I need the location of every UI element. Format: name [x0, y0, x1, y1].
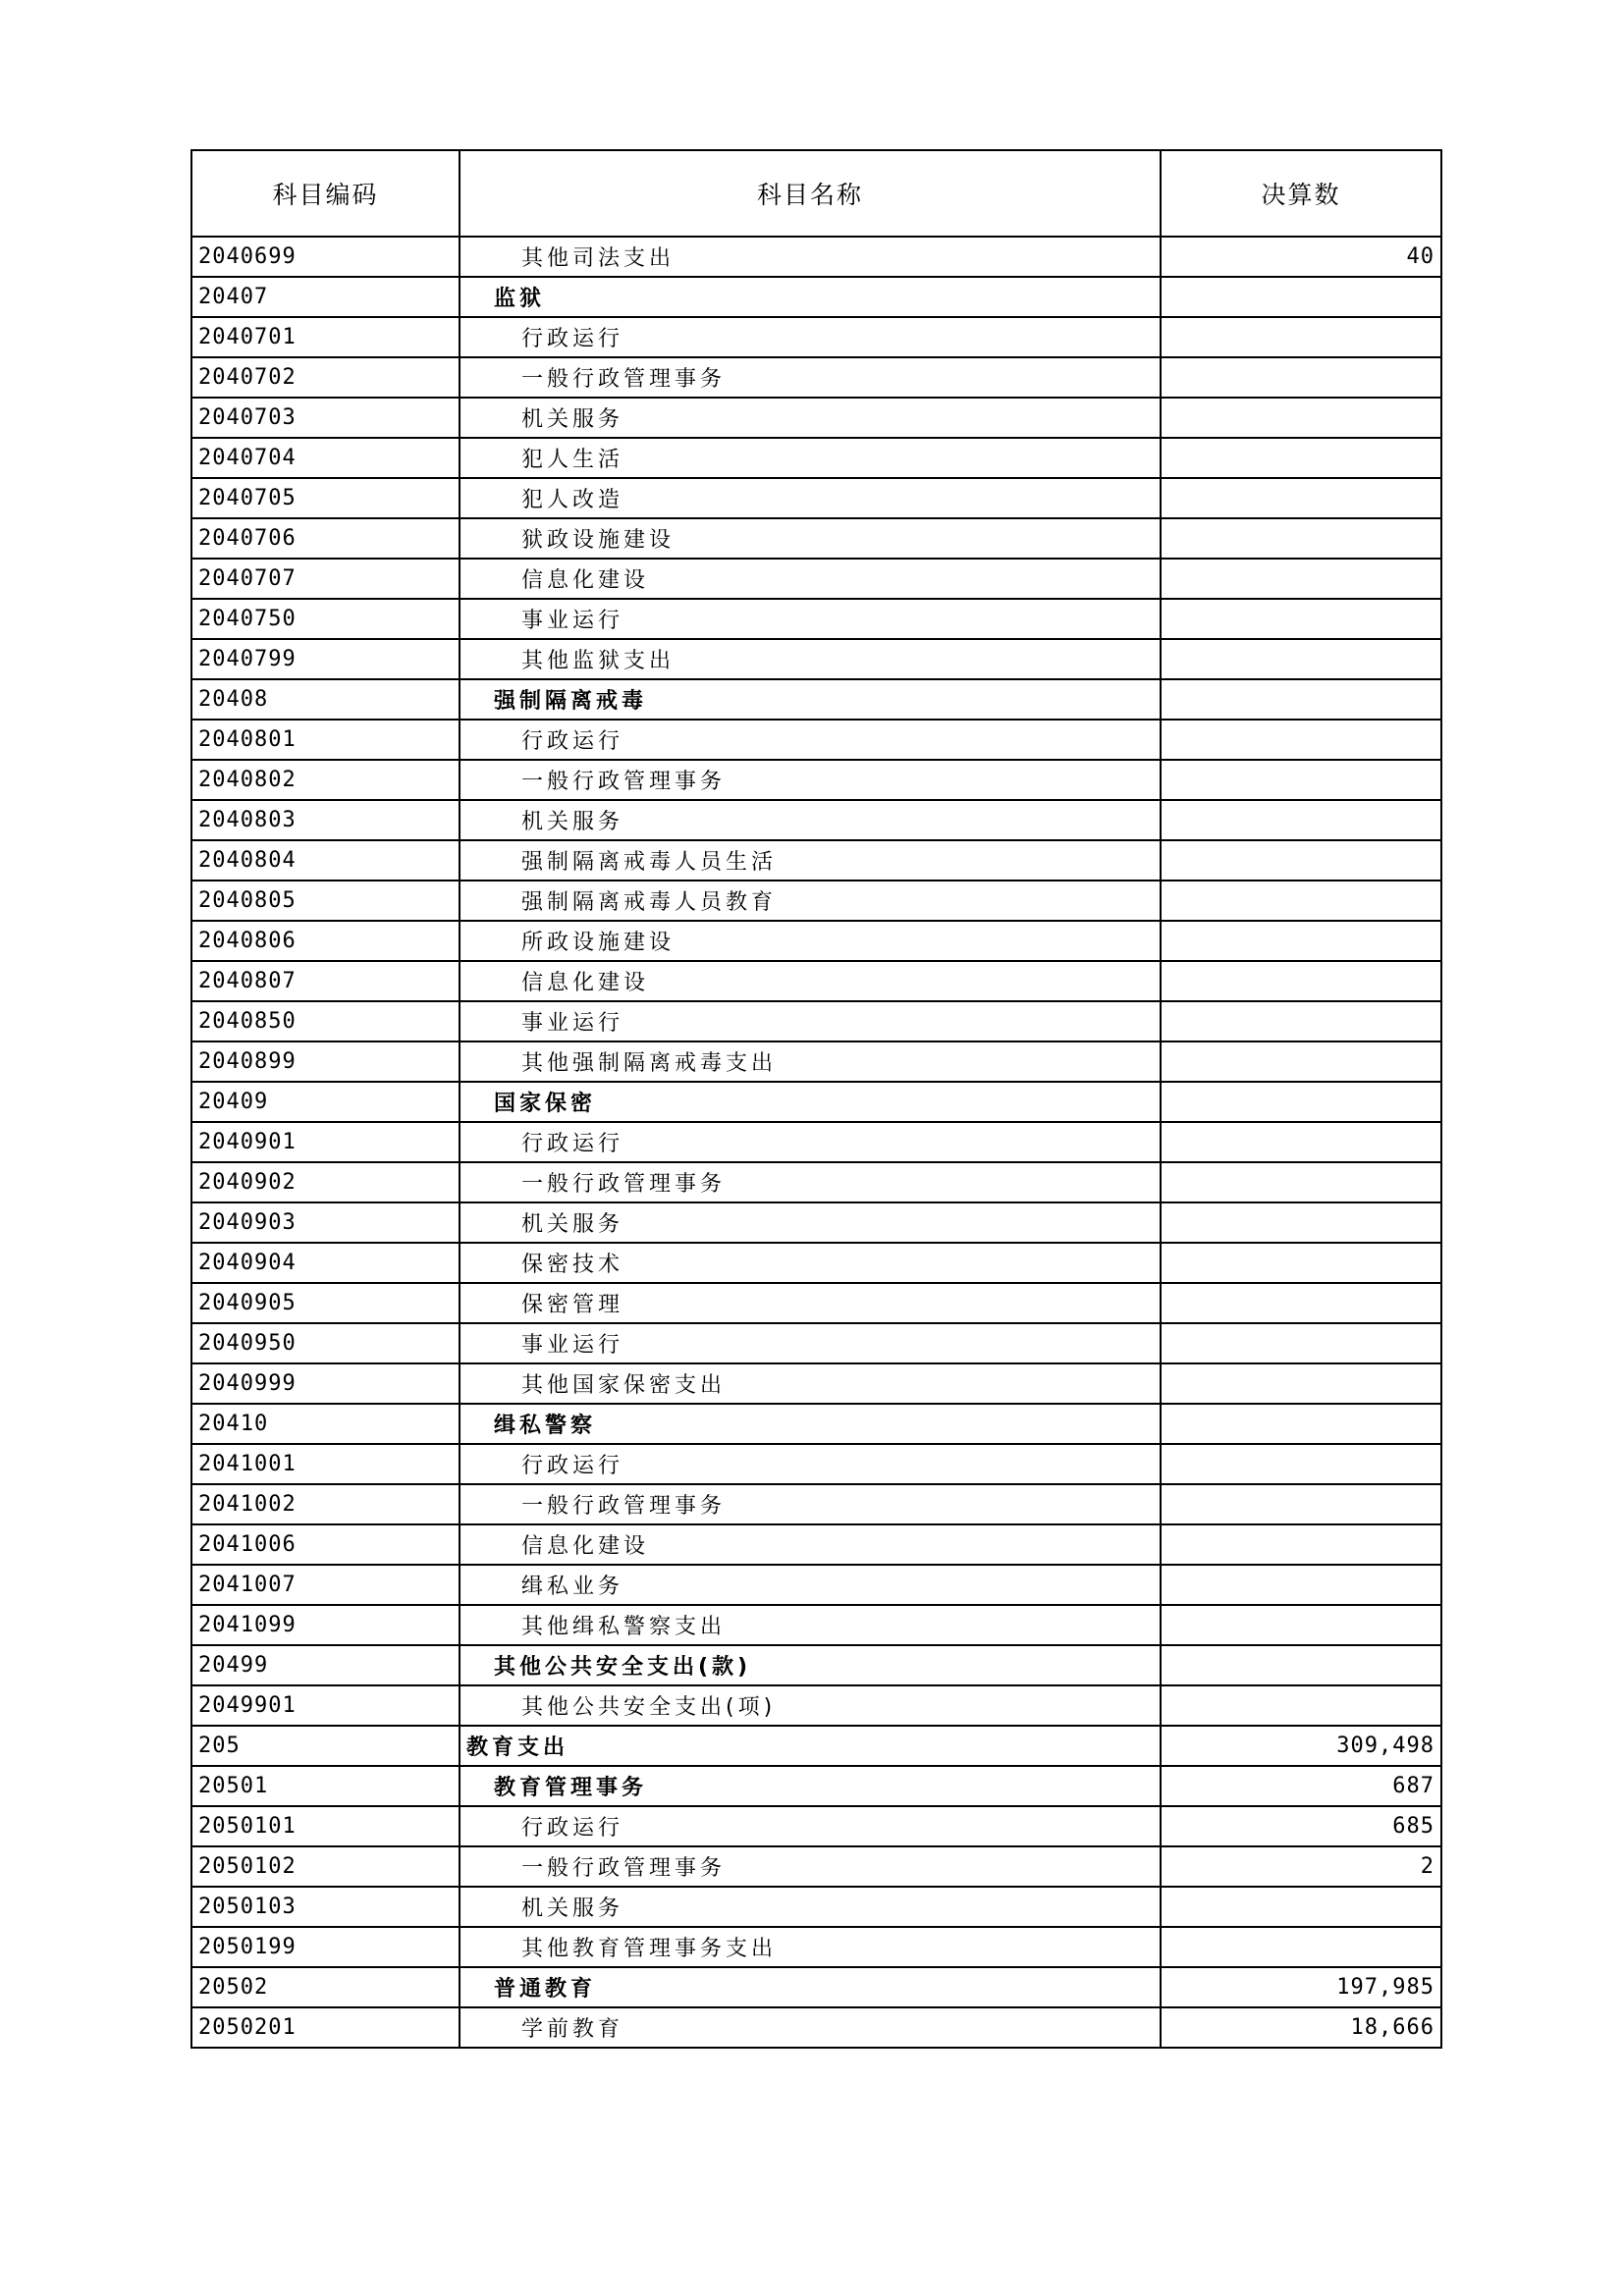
- table-row: [191, 1887, 1441, 1927]
- table-row: [191, 921, 1441, 961]
- cell-value: [1161, 1605, 1441, 1645]
- table-body: [191, 237, 1441, 2048]
- cell-name: 监狱: [460, 277, 1161, 317]
- cell-code: 20410: [191, 1404, 460, 1444]
- cell-value: [1161, 1444, 1441, 1484]
- cell-value: [1161, 639, 1441, 679]
- cell-code: 2040806: [191, 921, 460, 961]
- cell-value: 2: [1161, 1846, 1441, 1887]
- table-row: [191, 760, 1441, 800]
- cell-code: 2040701: [191, 317, 460, 357]
- table-row: [191, 1565, 1441, 1605]
- table-row: [191, 1243, 1441, 1283]
- table-row: [191, 438, 1441, 478]
- cell-name: 行政运行: [460, 1806, 1161, 1846]
- cell-name: 其他教育管理事务支出: [460, 1927, 1161, 1967]
- cell-name: 国家保密: [460, 1082, 1161, 1122]
- cell-value: [1161, 921, 1441, 961]
- table-row: [191, 800, 1441, 840]
- cell-name: 狱政设施建设: [460, 518, 1161, 559]
- cell-code: 2040803: [191, 800, 460, 840]
- cell-name: 犯人生活: [460, 438, 1161, 478]
- cell-code: 2041007: [191, 1565, 460, 1605]
- table-row: [191, 478, 1441, 518]
- table-row: [191, 1726, 1441, 1766]
- cell-code: 2040702: [191, 357, 460, 398]
- cell-name: 其他司法支出: [460, 237, 1161, 277]
- table-row: [191, 1605, 1441, 1645]
- table-row: [191, 1766, 1441, 1806]
- table-row: [191, 277, 1441, 317]
- cell-value: [1161, 840, 1441, 881]
- cell-code: 2040705: [191, 478, 460, 518]
- cell-code: 20502: [191, 1967, 460, 2007]
- table-row: [191, 1967, 1441, 2007]
- cell-name: 机关服务: [460, 1202, 1161, 1243]
- cell-value: [1161, 1162, 1441, 1202]
- table-row: [191, 679, 1441, 720]
- cell-code: 2040901: [191, 1122, 460, 1162]
- cell-value: [1161, 398, 1441, 438]
- table-row: [191, 317, 1441, 357]
- cell-value: [1161, 1363, 1441, 1404]
- cell-code: 2040799: [191, 639, 460, 679]
- cell-name: 事业运行: [460, 599, 1161, 639]
- cell-code: 2050201: [191, 2007, 460, 2048]
- cell-value: [1161, 1283, 1441, 1323]
- cell-name: 一般行政管理事务: [460, 1846, 1161, 1887]
- cell-code: 2041001: [191, 1444, 460, 1484]
- table-row: [191, 1041, 1441, 1082]
- cell-value: [1161, 1645, 1441, 1685]
- cell-code: 2040850: [191, 1001, 460, 1041]
- cell-name: 机关服务: [460, 800, 1161, 840]
- table-row: [191, 1846, 1441, 1887]
- cell-value: 40: [1161, 237, 1441, 277]
- cell-value: [1161, 1001, 1441, 1041]
- cell-value: [1161, 1082, 1441, 1122]
- header-name: 科目名称: [460, 150, 1161, 237]
- cell-name: 其他国家保密支出: [460, 1363, 1161, 1404]
- cell-value: [1161, 1685, 1441, 1726]
- cell-code: 20409: [191, 1082, 460, 1122]
- cell-code: 2049901: [191, 1685, 460, 1726]
- cell-name: 信息化建设: [460, 559, 1161, 599]
- cell-value: [1161, 1041, 1441, 1082]
- cell-name: 行政运行: [460, 720, 1161, 760]
- cell-value: [1161, 357, 1441, 398]
- table-row: [191, 398, 1441, 438]
- cell-code: 2040802: [191, 760, 460, 800]
- budget-table: [190, 149, 1442, 2049]
- table-row: [191, 840, 1441, 881]
- cell-value: [1161, 438, 1441, 478]
- table-row: [191, 518, 1441, 559]
- cell-name: 缉私警察: [460, 1404, 1161, 1444]
- table-row: [191, 1484, 1441, 1524]
- cell-value: [1161, 720, 1441, 760]
- cell-value: [1161, 277, 1441, 317]
- cell-code: 2040703: [191, 398, 460, 438]
- cell-value: 309,498: [1161, 1726, 1441, 1766]
- cell-name: 犯人改造: [460, 478, 1161, 518]
- cell-code: 2050199: [191, 1927, 460, 1967]
- cell-code: 20501: [191, 1766, 460, 1806]
- cell-code: 205: [191, 1726, 460, 1766]
- cell-value: [1161, 559, 1441, 599]
- cell-name: 信息化建设: [460, 1524, 1161, 1565]
- cell-name: 行政运行: [460, 1444, 1161, 1484]
- cell-value: [1161, 679, 1441, 720]
- cell-code: 2040902: [191, 1162, 460, 1202]
- cell-value: [1161, 1927, 1441, 1967]
- table-row: [191, 559, 1441, 599]
- cell-name: 机关服务: [460, 398, 1161, 438]
- cell-value: 18,666: [1161, 2007, 1441, 2048]
- table-row: [191, 2007, 1441, 2048]
- cell-value: [1161, 1887, 1441, 1927]
- cell-code: 2040805: [191, 881, 460, 921]
- cell-name: 学前教育: [460, 2007, 1161, 2048]
- cell-code: 2040699: [191, 237, 460, 277]
- table-row: [191, 1323, 1441, 1363]
- header-value: 决算数: [1161, 150, 1441, 237]
- cell-code: 2040899: [191, 1041, 460, 1082]
- cell-name: 强制隔离戒毒人员生活: [460, 840, 1161, 881]
- table-row: [191, 720, 1441, 760]
- table-header-row: [191, 150, 1441, 237]
- cell-value: [1161, 800, 1441, 840]
- cell-code: 2040950: [191, 1323, 460, 1363]
- cell-code: 2040750: [191, 599, 460, 639]
- table-row: [191, 237, 1441, 277]
- table-row: [191, 1927, 1441, 1967]
- cell-value: [1161, 760, 1441, 800]
- cell-code: 2050102: [191, 1846, 460, 1887]
- cell-code: 2050103: [191, 1887, 460, 1927]
- cell-value: [1161, 1122, 1441, 1162]
- table-row: [191, 1645, 1441, 1685]
- table-row: [191, 1082, 1441, 1122]
- cell-code: 2040904: [191, 1243, 460, 1283]
- table-row: [191, 1685, 1441, 1726]
- header-code: 科目编码: [191, 150, 460, 237]
- table-row: [191, 599, 1441, 639]
- cell-value: [1161, 1565, 1441, 1605]
- cell-value: [1161, 1404, 1441, 1444]
- table-row: [191, 1162, 1441, 1202]
- cell-code: 2040706: [191, 518, 460, 559]
- table-row: [191, 1283, 1441, 1323]
- cell-value: [1161, 599, 1441, 639]
- cell-name: 其他缉私警察支出: [460, 1605, 1161, 1645]
- table-row: [191, 1806, 1441, 1846]
- cell-name: 保密管理: [460, 1283, 1161, 1323]
- table-row: [191, 1444, 1441, 1484]
- cell-name: 机关服务: [460, 1887, 1161, 1927]
- cell-name: 强制隔离戒毒: [460, 679, 1161, 720]
- table-row: [191, 1524, 1441, 1565]
- cell-code: 2040704: [191, 438, 460, 478]
- cell-name: 保密技术: [460, 1243, 1161, 1283]
- table-row: [191, 961, 1441, 1001]
- cell-code: 2041099: [191, 1605, 460, 1645]
- cell-name: 行政运行: [460, 317, 1161, 357]
- cell-name: 其他公共安全支出(项): [460, 1685, 1161, 1726]
- cell-name: 其他公共安全支出(款): [460, 1645, 1161, 1685]
- cell-name: 一般行政管理事务: [460, 760, 1161, 800]
- cell-value: [1161, 317, 1441, 357]
- cell-code: 2040801: [191, 720, 460, 760]
- table-row: [191, 1001, 1441, 1041]
- cell-code: 20408: [191, 679, 460, 720]
- cell-code: 2040999: [191, 1363, 460, 1404]
- cell-value: 687: [1161, 1766, 1441, 1806]
- cell-code: 2050101: [191, 1806, 460, 1846]
- cell-code: 2041006: [191, 1524, 460, 1565]
- cell-value: [1161, 1524, 1441, 1565]
- cell-value: [1161, 1243, 1441, 1283]
- table-row: [191, 357, 1441, 398]
- cell-name: 一般行政管理事务: [460, 1162, 1161, 1202]
- cell-name: 所政设施建设: [460, 921, 1161, 961]
- cell-name: 普通教育: [460, 1967, 1161, 2007]
- cell-value: [1161, 1484, 1441, 1524]
- cell-value: [1161, 1323, 1441, 1363]
- cell-name: 教育支出: [460, 1726, 1161, 1766]
- cell-name: 其他监狱支出: [460, 639, 1161, 679]
- cell-code: 2040905: [191, 1283, 460, 1323]
- cell-name: 教育管理事务: [460, 1766, 1161, 1806]
- cell-code: 2041002: [191, 1484, 460, 1524]
- cell-value: 685: [1161, 1806, 1441, 1846]
- cell-value: [1161, 478, 1441, 518]
- cell-value: 197,985: [1161, 1967, 1441, 2007]
- cell-name: 事业运行: [460, 1323, 1161, 1363]
- table-row: [191, 1202, 1441, 1243]
- cell-name: 一般行政管理事务: [460, 1484, 1161, 1524]
- cell-value: [1161, 881, 1441, 921]
- cell-name: 信息化建设: [460, 961, 1161, 1001]
- cell-code: 20499: [191, 1645, 460, 1685]
- cell-name: 事业运行: [460, 1001, 1161, 1041]
- cell-code: 20407: [191, 277, 460, 317]
- table-row: [191, 1404, 1441, 1444]
- table-row: [191, 1363, 1441, 1404]
- cell-value: [1161, 961, 1441, 1001]
- cell-code: 2040707: [191, 559, 460, 599]
- cell-name: 行政运行: [460, 1122, 1161, 1162]
- table-row: [191, 881, 1441, 921]
- table-row: [191, 1122, 1441, 1162]
- cell-code: 2040804: [191, 840, 460, 881]
- table-row: [191, 639, 1441, 679]
- cell-value: [1161, 1202, 1441, 1243]
- cell-name: 一般行政管理事务: [460, 357, 1161, 398]
- cell-code: 2040903: [191, 1202, 460, 1243]
- cell-name: 强制隔离戒毒人员教育: [460, 881, 1161, 921]
- cell-name: 其他强制隔离戒毒支出: [460, 1041, 1161, 1082]
- cell-code: 2040807: [191, 961, 460, 1001]
- cell-value: [1161, 518, 1441, 559]
- cell-name: 缉私业务: [460, 1565, 1161, 1605]
